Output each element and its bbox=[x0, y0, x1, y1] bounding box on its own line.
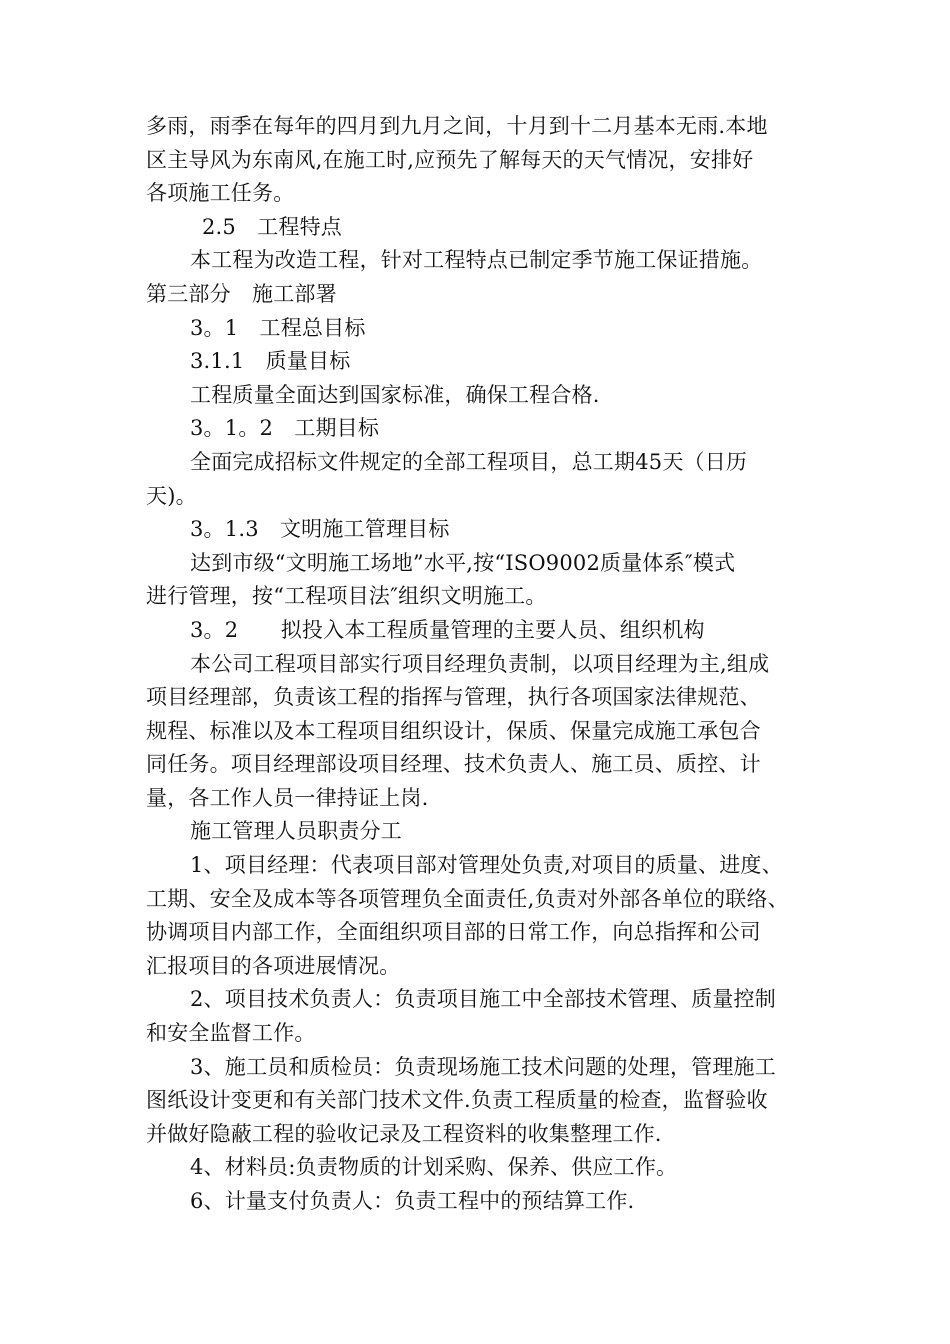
document-line: 协调项目内部工作，全面组织项目部的日常工作，向总指挥和公司 bbox=[146, 920, 761, 945]
document-line: 3。1 工程总目标 bbox=[190, 315, 366, 340]
document-line: 4、材料员:负责物质的计划采购、保养、供应工作。 bbox=[190, 1155, 678, 1180]
document-line: 规程、标准以及本工程项目组织设计，保质、保量完成施工承包合 bbox=[146, 718, 761, 743]
document-line: 工程质量全面达到国家标准，确保工程合格. bbox=[190, 382, 600, 407]
document-line: 量，各工作人员一律持证上岗. bbox=[146, 785, 429, 810]
document-line: 3、施工员和质检员：负责现场施工技术问题的处理，管理施工 bbox=[190, 1054, 776, 1079]
document-line: 3.1.1 质量目标 bbox=[190, 349, 351, 374]
document-line: 进行管理，按“工程项目法″组织文明施工。 bbox=[146, 584, 547, 609]
document-line: 达到市级“文明施工场地”水平,按“ISO9002质量体系″模式 bbox=[190, 550, 736, 575]
document-line: 2、项目技术负责人：负责项目施工中全部技术管理、质量控制 bbox=[190, 987, 776, 1012]
document-line: 1、项目经理：代表项目部对管理处负责,对项目的质量、进度、 bbox=[190, 853, 783, 878]
document-line: 天)。 bbox=[146, 483, 197, 508]
document-line: 工期、安全及成本等各项管理负全面责任,负责对外部各单位的联络、 bbox=[146, 886, 789, 911]
document-line: 全面完成招标文件规定的全部工程项目，总工期45天（日历 bbox=[190, 449, 748, 474]
document-line: 汇报项目的各项进展情况。 bbox=[146, 953, 401, 978]
document-line: 本公司工程项目部实行项目经理负责制，以项目经理为主,组成 bbox=[190, 651, 770, 676]
document-line: 多雨，雨季在每年的四月到九月之间，十月到十二月基本无雨.本地 bbox=[146, 114, 768, 138]
document-line: 图纸设计变更和有关部门技术文件.负责工程质量的检查，监督验收 bbox=[146, 1088, 768, 1113]
document-line: 3。1。2 工期目标 bbox=[190, 416, 380, 441]
document-body bbox=[146, 110, 816, 1219]
document-line: 2.5 工程特点 bbox=[202, 214, 342, 239]
document-line: 和安全监督工作。 bbox=[146, 1021, 316, 1046]
document-line: 3。2 拟投入本工程质量管理的主要人员、组织机构 bbox=[190, 617, 705, 642]
document-line: 同任务。项目经理部设项目经理、技术负责人、施工员、质控、计 bbox=[146, 752, 761, 777]
document-line: 本工程为改造工程，针对工程特点已制定季节施工保证措施。 bbox=[190, 248, 763, 273]
document-line: 区主导风为东南风,在施工时,应预先了解每天的天气情况，安排好 bbox=[146, 147, 754, 172]
document-line: 施工管理人员职责分工 bbox=[190, 819, 402, 844]
document-line: 各项施工任务。 bbox=[146, 181, 295, 206]
document-line: 项目经理部，负责该工程的指挥与管理，执行各项国家法律规范、 bbox=[146, 685, 761, 710]
document-line: 第三部分 施工部署 bbox=[146, 281, 337, 306]
document-line: 并做好隐蔽工程的验收记录及工程资料的收集整理工作. bbox=[146, 1121, 662, 1146]
document-line: 3。1.3 文明施工管理目标 bbox=[190, 517, 450, 542]
document-line: 6、计量支付负责人：负责工程中的预结算工作. bbox=[190, 1189, 635, 1213]
